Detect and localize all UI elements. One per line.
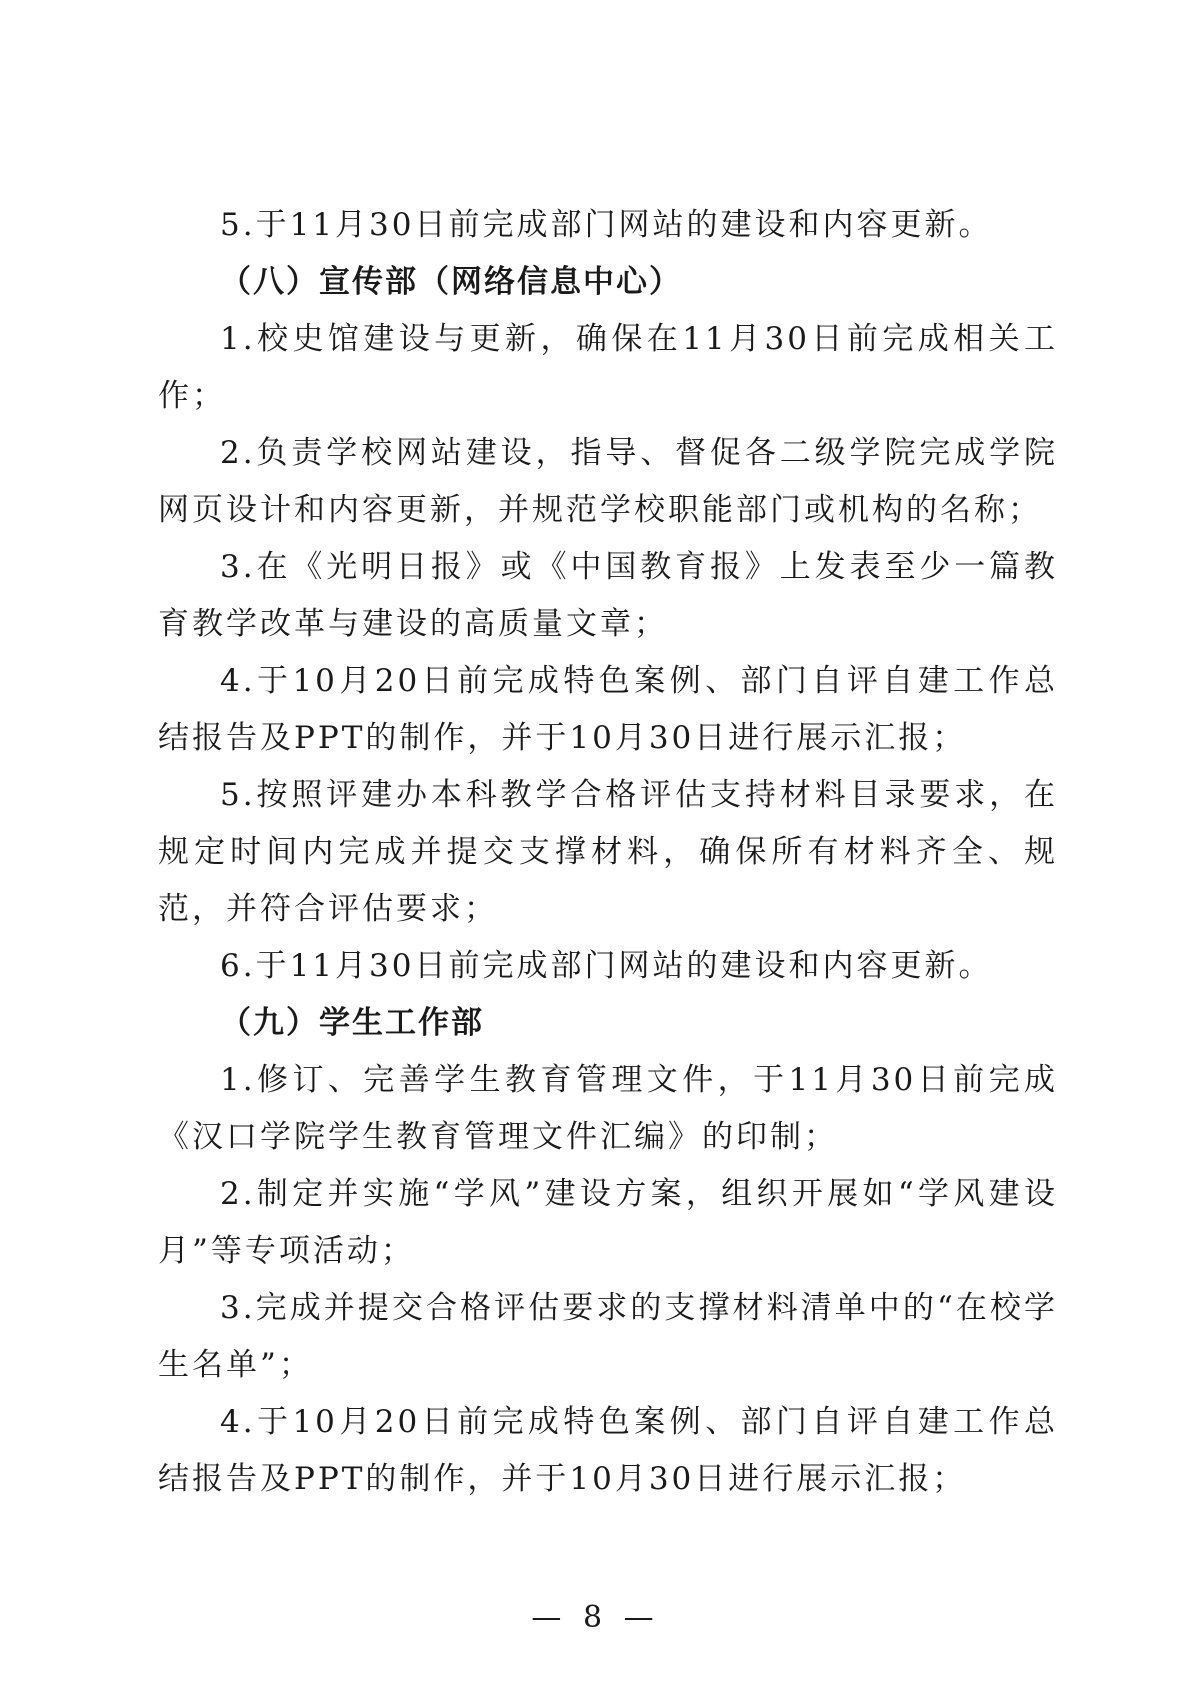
document-body	[158, 197, 1058, 1508]
paragraph-item: 5.于11月30日前完成部门网站的建设和内容更新。	[220, 207, 993, 243]
paragraph-item: 4.于10月20日前完成特色案例、部门自评自建工作总结报告及PPT的制作，并于10月30日进行展示汇报；	[158, 663, 1058, 756]
paragraph-item: 1.校史馆建设与更新，确保在11月30日前完成相关工作；	[158, 321, 1058, 414]
paragraph-item: 4.于10月20日前完成特色案例、部门自评自建工作总结报告及PPT的制作，并于10月30日进行展示汇报；	[158, 1404, 1058, 1497]
page-number: — 8 —	[531, 1600, 660, 1635]
paragraph-item: 2.负责学校网站建设，指导、督促各二级学院完成学院网页设计和内容更新，并规范学校职能部门或机构的名称；	[158, 435, 1058, 528]
paragraph-item: 6.于11月30日前完成部门网站的建设和内容更新。	[220, 948, 993, 984]
section-heading: （八）宣传部（网络信息中心）	[220, 264, 682, 300]
paragraph-item: 3.在《光明日报》或《中国教育报》上发表至少一篇教育教学改革与建设的高质量文章；	[158, 549, 1058, 642]
paragraph-item: 2.制定并实施“学风”建设方案，组织开展如“学风建设月”等专项活动；	[158, 1176, 1058, 1269]
paragraph-item: 5.按照评建办本科教学合格评估支持材料目录要求，在规定时间内完成并提交支撑材料，确保所有材料齐全、规范，并符合评估要求；	[158, 777, 1058, 927]
paragraph-item: 3.完成并提交合格评估要求的支撑材料清单中的“在校学生名单”；	[158, 1290, 1058, 1383]
section-heading: （九）学生工作部	[220, 1005, 484, 1041]
paragraph-item: 1.修订、完善学生教育管理文件，于11月30日前完成《汉口学院学生教育管理文件汇编》的印制；	[158, 1062, 1058, 1155]
